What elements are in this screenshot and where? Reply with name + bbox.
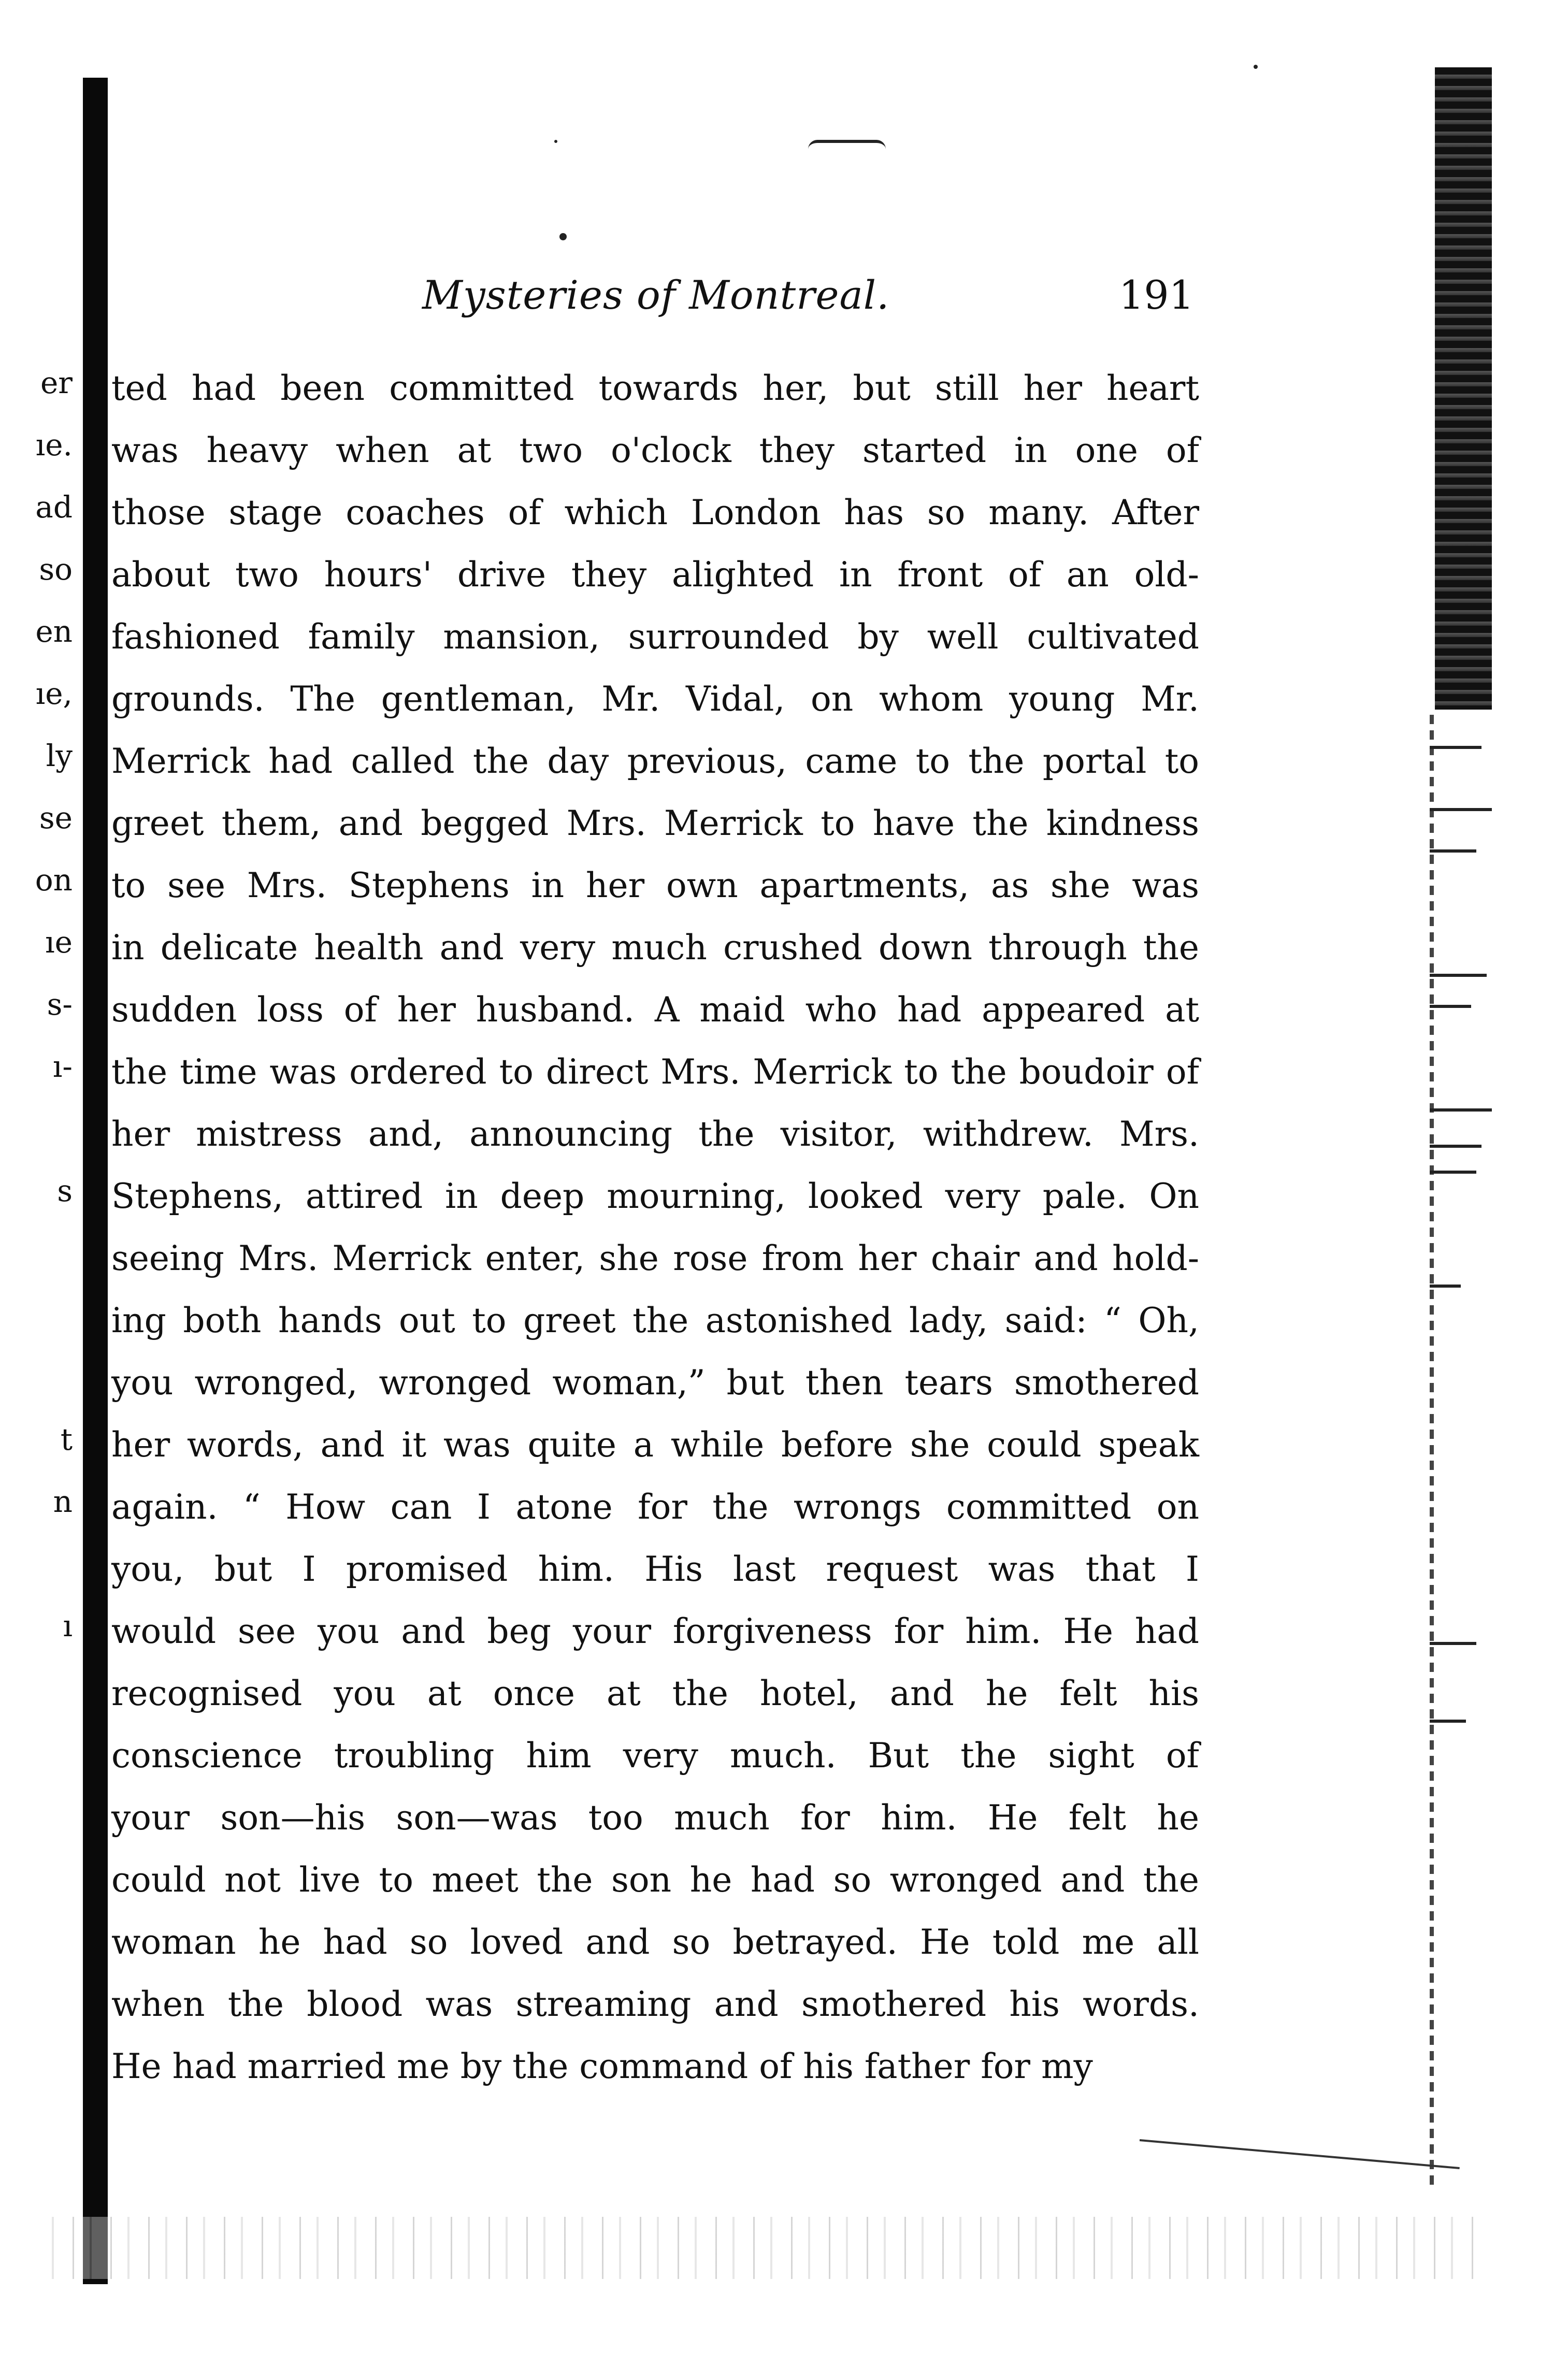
text-line: you wronged, wronged woman,” but then tears smothered xyxy=(111,1363,1199,1403)
top-speck xyxy=(554,140,557,143)
fragment: ad xyxy=(35,489,73,525)
text-line: He had married me by the command of his father for my xyxy=(111,2046,1093,2086)
text-line: Merrick had called the day previous, came to the portal to xyxy=(111,741,1199,781)
text-line: fashioned family mansion, surrounded by well cultivated xyxy=(111,617,1199,657)
text-line: her words, and it was quite a while before she could speak xyxy=(111,1425,1199,1465)
fragment: n xyxy=(53,1484,73,1519)
text-line: would see you and beg your forgiveness for him. He had xyxy=(111,1611,1199,1651)
binding-gutter xyxy=(83,78,108,2284)
fragment: se xyxy=(39,800,73,835)
text-line: those stage coaches of which London has so many. After xyxy=(111,493,1199,532)
text-line: in delicate health and very much crushed down through the xyxy=(111,928,1199,968)
scan-noise xyxy=(36,2217,1487,2279)
fragment: on xyxy=(35,862,73,898)
text-line: could not live to meet the son he had so wronged and the xyxy=(111,1860,1199,1900)
right-edge-marks xyxy=(1430,715,1497,2217)
text-line: greet them, and begged Mrs. Merrick to have the kindness xyxy=(111,803,1199,843)
fragment: ly xyxy=(46,738,73,773)
text-line: was heavy when at two o'clock they started in one of xyxy=(111,430,1199,470)
text-line: her mistress and, announcing the visitor, withdrew. Mrs. xyxy=(111,1114,1199,1154)
top-speck xyxy=(1254,65,1258,69)
text-line: seeing Mrs. Merrick enter, she rose from her chair and hold- xyxy=(111,1238,1199,1278)
fragment: t xyxy=(60,1422,73,1457)
text-line: your son—his son—was too much for him. He felt he xyxy=(111,1798,1199,1838)
fragment: ıe. xyxy=(35,427,73,463)
fragment: ıe, xyxy=(35,676,73,711)
text-line: ing both hands out to greet the astonished lady, said: “ Oh, xyxy=(111,1301,1199,1340)
text-line: to see Mrs. Stephens in her own apartments, as she was xyxy=(111,865,1199,905)
text-line: again. “ How can I atone for the wrongs committed on xyxy=(111,1487,1199,1527)
fragment: ı- xyxy=(52,1049,73,1084)
text-line: ted had been committed towards her, but still her heart xyxy=(111,368,1199,408)
text-line: the time was ordered to direct Mrs. Merrick to the boudoir of xyxy=(111,1052,1199,1092)
fragment: er xyxy=(40,365,73,400)
page-number: 191 xyxy=(1118,272,1194,318)
text-line: woman he had so loved and so betrayed. He told me all xyxy=(111,1922,1199,1962)
text-line: conscience troubling him very much. But the sight of xyxy=(111,1736,1199,1776)
fragment: s xyxy=(57,1173,73,1208)
fragment: ıe xyxy=(45,925,73,960)
text-line: you, but I promised him. His last request was that I xyxy=(111,1549,1199,1589)
fragment: so xyxy=(39,552,73,587)
text-line: sudden loss of her husband. A maid who had appeared at xyxy=(111,990,1199,1030)
text-line: when the blood was streaming and smothered his words. xyxy=(111,1984,1199,2024)
text-line: recognised you at once at the hotel, and he felt his xyxy=(111,1673,1199,1713)
fragment: en xyxy=(35,614,73,649)
text-line: grounds. The gentleman, Mr. Vidal, on whom young Mr. xyxy=(111,679,1199,719)
text-line: about two hours' drive they alighted in front of an old- xyxy=(111,555,1199,595)
page-header xyxy=(111,272,1194,319)
text-line: Stephens, attired in deep mourning, looked very pale. On xyxy=(111,1176,1199,1216)
ink-mark xyxy=(808,140,886,149)
fragment: ı xyxy=(63,1608,73,1643)
body-text xyxy=(111,357,1199,2098)
stray-ink-line xyxy=(1140,2139,1460,2169)
right-binding-edge xyxy=(1435,67,1492,710)
running-title: Mysteries of Montreal. xyxy=(422,272,890,318)
top-speck xyxy=(559,233,567,240)
fragment: s- xyxy=(47,987,73,1022)
